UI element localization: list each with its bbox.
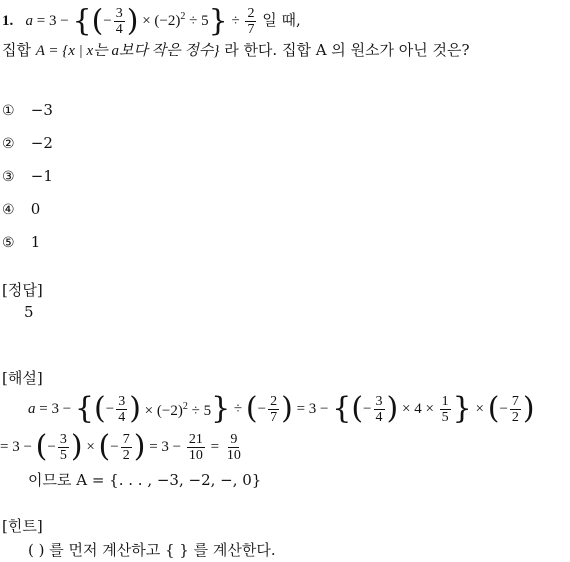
question-line-1 (2, 3, 301, 39)
question-number: 1. (2, 12, 14, 29)
question-line2-prefix: 집합 (2, 41, 31, 59)
explanation-line-2: = 3 − ( − $\frac{3}{5}$ ) × ( − $\frac{7}{2}$ ) = 3 − $\frac{21}{10}$ = $\frac{9}{10}$ (0, 429, 241, 464)
question-intro-suffix: 일 때, (262, 10, 301, 29)
question-line2-suffix: 라 한다. 집합 A 의 원소가 아닌 것은? (224, 41, 470, 59)
choice-marker: ② (2, 136, 15, 152)
answer-value: 5 (24, 303, 34, 321)
choice-text: −3 (30, 101, 53, 119)
choice-3[interactable] (2, 166, 53, 187)
choice-5[interactable] (2, 232, 40, 253)
choice-1[interactable] (2, 100, 53, 121)
hint-text: ( ) 를 먼저 계산하고 { } 를 계산한다. (28, 541, 276, 559)
choice-text: −1 (30, 167, 53, 185)
choice-text: 1 (30, 233, 41, 251)
choice-text: −2 (30, 134, 53, 152)
choice-marker: ④ (2, 202, 15, 218)
choice-2[interactable] (2, 133, 53, 154)
question-set-definition: A = {x | x는 a보다 작은 정수} (35, 43, 220, 59)
explanation-line-1: a = 3 − { ( − $\frac{3}{4}$ ) × $(-2)^2 \div 5$ } ÷ ( − $\frac{2}{7}$ ) = 3 − { ( − $\frac{3}{4}$ ) × 4 × $\frac{1}{5}$ } × ( − $\frac{7}{2}$ ) (28, 391, 535, 426)
answer-heading: [정답] (2, 281, 43, 299)
question-expression: a = 3 − {(− $\frac{3}{4}$ ) × $(-2)^2 \div 5$} ÷ $\frac{2}{7}$ (18, 3, 255, 39)
explanation-heading: [해설] (2, 369, 43, 387)
question-line-2 (2, 40, 470, 61)
choice-4[interactable] (2, 199, 40, 220)
choice-marker: ⑤ (2, 235, 15, 251)
choice-marker: ③ (2, 169, 15, 185)
choice-marker: ① (2, 103, 15, 119)
hint-heading: [힌트] (2, 517, 43, 535)
explanation-conclusion: 이므로 A = {. . . , −3, −2, −, 0} (28, 471, 262, 489)
choice-text: 0 (30, 200, 41, 218)
